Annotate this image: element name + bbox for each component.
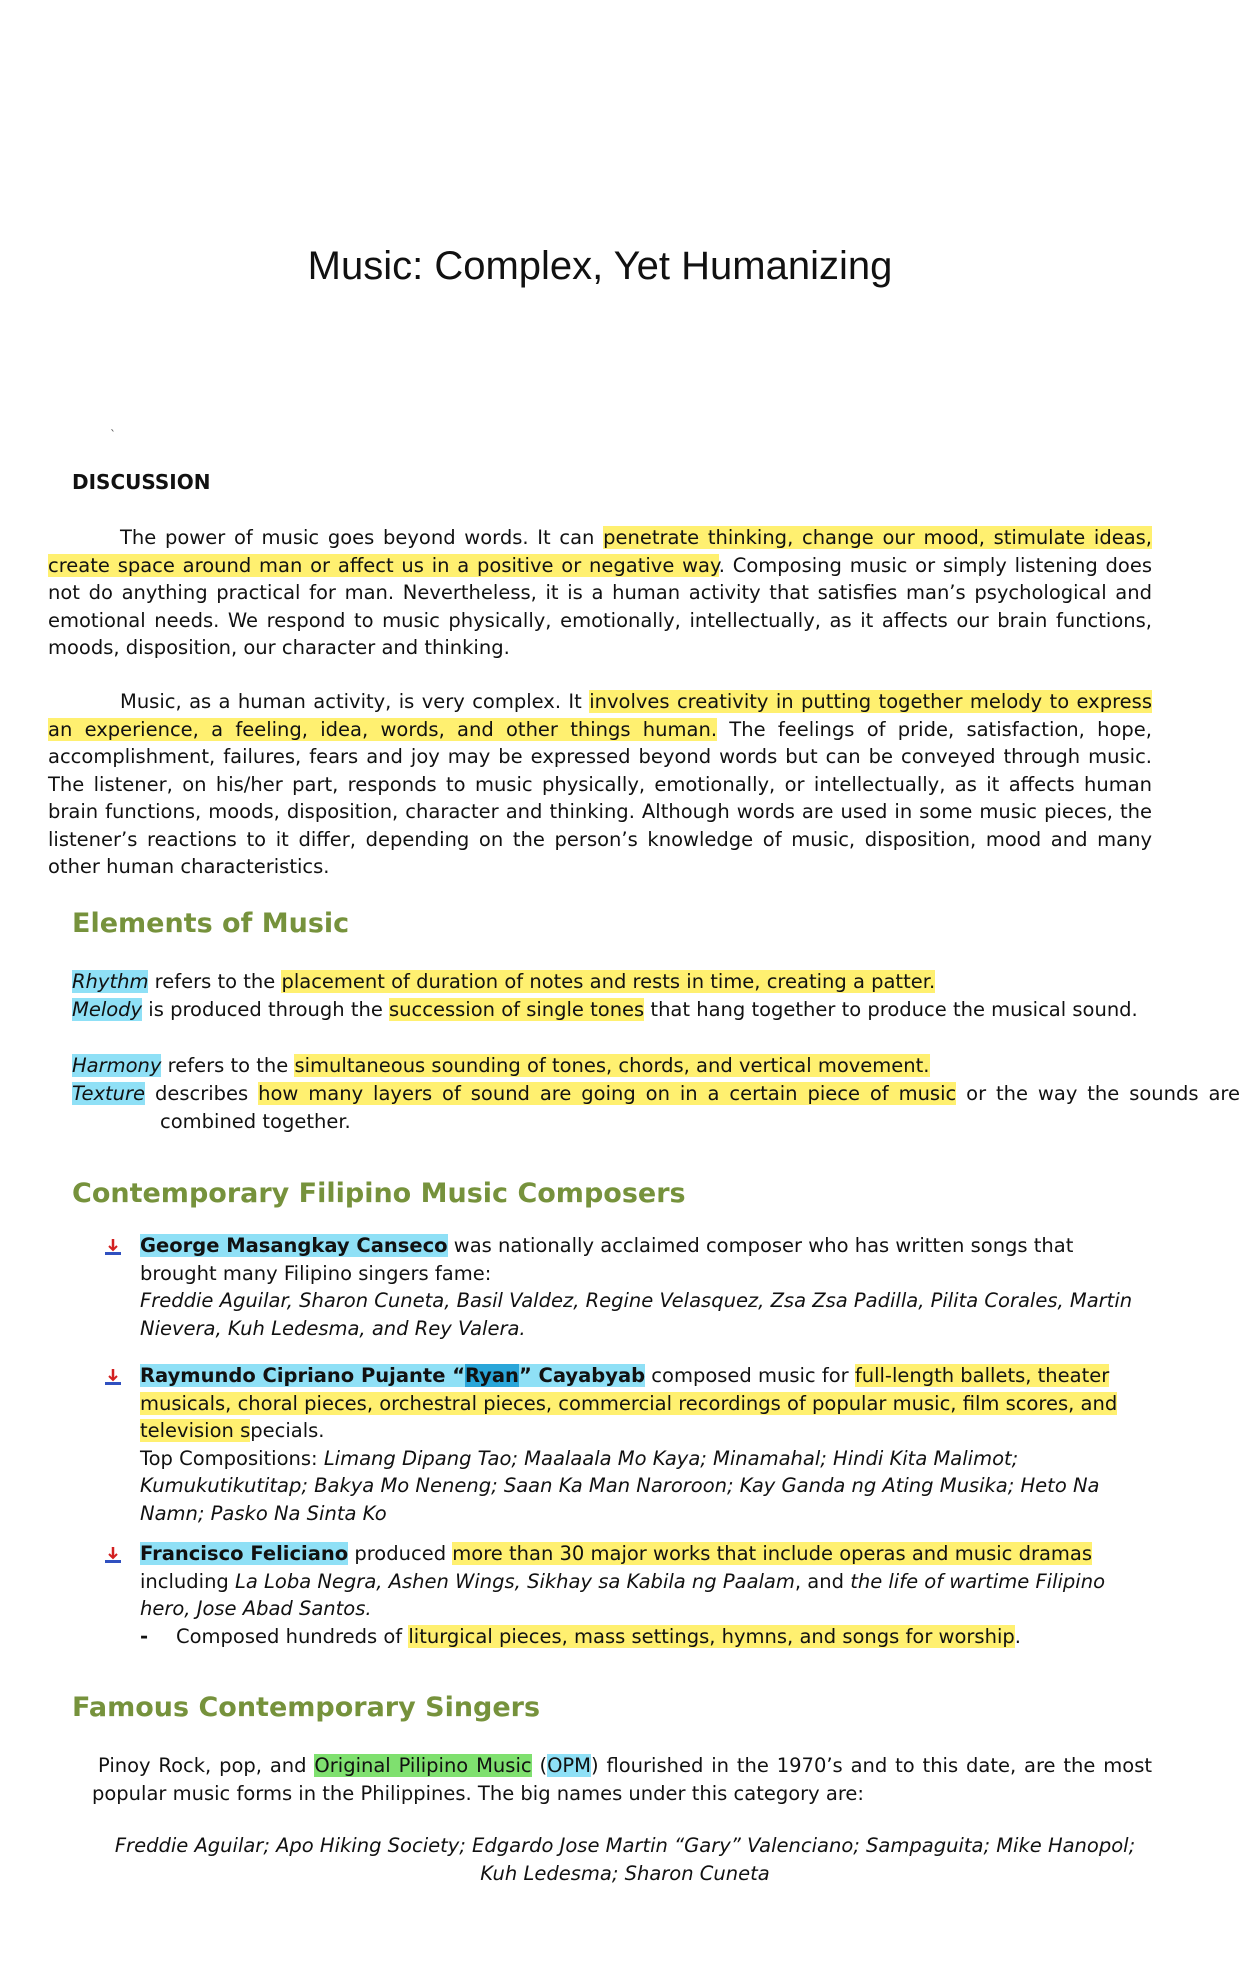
composer-feliciano: Francisco Feliciano produced more than 30 major works that include operas and music dramas including La Loba Negra, Ashen Wings, Sikhay sa Kabila ng Paalam, and the life of wartime Filipino hero, Jose Abad Santos. (140, 1542, 1106, 1620)
singers-list-line-2: Kuh Ledesma; Sharon Cuneta (480, 1862, 770, 1885)
highlight: penetrate thinking, change our mood, stimulate ideas, create space around man or affect us in a positive or negative way (48, 526, 1152, 577)
singers-paragraph: Pinoy Rock, pop, and Original Pilipino Music (OPM) flourished in the 1970’s and to this date, are the most popular music forms in the Philippines. The big names under this category are: (92, 1754, 1153, 1805)
singers-list-line-1: Freddie Aguilar; Apo Hiking Society; Edgardo Jose Martin “Gary” Valenciano; Sampaguita; Mike Hanopol; (114, 1834, 1136, 1857)
element-texture: Texture describes how many layers of sound are going on in a certain piece of music or the way the sounds are combined together. (72, 1082, 1240, 1133)
element-harmony: Harmony refers to the simultaneous sounding of tones, chords, and vertical movement. (72, 1054, 930, 1077)
composer-canseco: George Masangkay Canseco was nationally acclaimed composer who has written songs that brought many Filipino singers fame: Freddie Aguilar, Sharon Cuneta, Basil Valdez, Regine Velasquez, Zsa Zsa Padilla, Pilita Corales, Martin Nievera, Kuh Ledesma, and Rey Valera. (140, 1234, 1133, 1340)
stray-mark: ` (110, 428, 116, 442)
arrow-bullet-icon (104, 1546, 122, 1564)
composers-heading: Contemporary Filipino Music Composers (72, 1178, 686, 1209)
arrow-bullet-icon (104, 1368, 122, 1386)
singers-heading: Famous Contemporary Singers (72, 1692, 541, 1723)
feliciano-sub-item: - Composed hundreds of liturgical pieces, mass settings, hymns, and songs for worship. (140, 1625, 1021, 1648)
page-title: Music: Complex, Yet Humanizing (307, 244, 893, 288)
discussion-heading: DISCUSSION (72, 470, 211, 494)
composer-cayabyab: Raymundo Cipriano Pujante “Ryan” Cayabyab composed music for full-length ballets, theater musicals, choral pieces, orchestral pieces, commercial recordings of popular music, film scores, and television specials. Top Compositions: Limang Dipang Tao; Maalaala Mo Kaya; Minamahal; Hindi Kita Malimot; Kumukutikutitap; Bakya Mo Neneng; Saan Ka Man Naroroon; Kay Ganda ng Ating Musika; Heto Na Namn; Pasko Na Sinta Ko (140, 1364, 1118, 1525)
highlight: involves creativity in putting together melody to express an experience, a feeling, idea, words, and other things human. (48, 690, 1152, 741)
element-rhythm: Rhythm refers to the placement of duration of notes and rests in time, creating a patter. (72, 970, 936, 993)
elements-heading: Elements of Music (72, 908, 350, 939)
element-melody: Melody is produced through the succession of single tones that hang together to produce the musical sound. (72, 998, 1138, 1021)
discussion-paragraph-1: The power of music goes beyond words. It can penetrate thinking, change our mood, stimulate ideas, create space around man or affect us in a positive or negative way. Composing music or simply listening does not do anything practical for man. Nevertheless, it is a human activity that satisfies man’s psychological and emotional needs. We respond to music physically, emotionally, intellectually, as it affects our brain functions, moods, disposition, our character and thinking. (48, 526, 1152, 659)
discussion-paragraph-2: Music, as a human activity, is very complex. It involves creativity in putting together melody to express an experience, a feeling, idea, words, and other things human. The feelings of pride, satisfaction, hope, accomplishment, failures, fears and joy may be expressed beyond words but can be conveyed through music. The listener, on his/her part, responds to music physically, emotionally, or intellectually, as it affects human brain functions, moods, disposition, character and thinking. Although words are used in some music pieces, the listener’s reactions to it differ, depending on the person’s knowledge of music, disposition, mood and many other human characteristics. (48, 690, 1152, 878)
arrow-bullet-icon (104, 1238, 122, 1256)
